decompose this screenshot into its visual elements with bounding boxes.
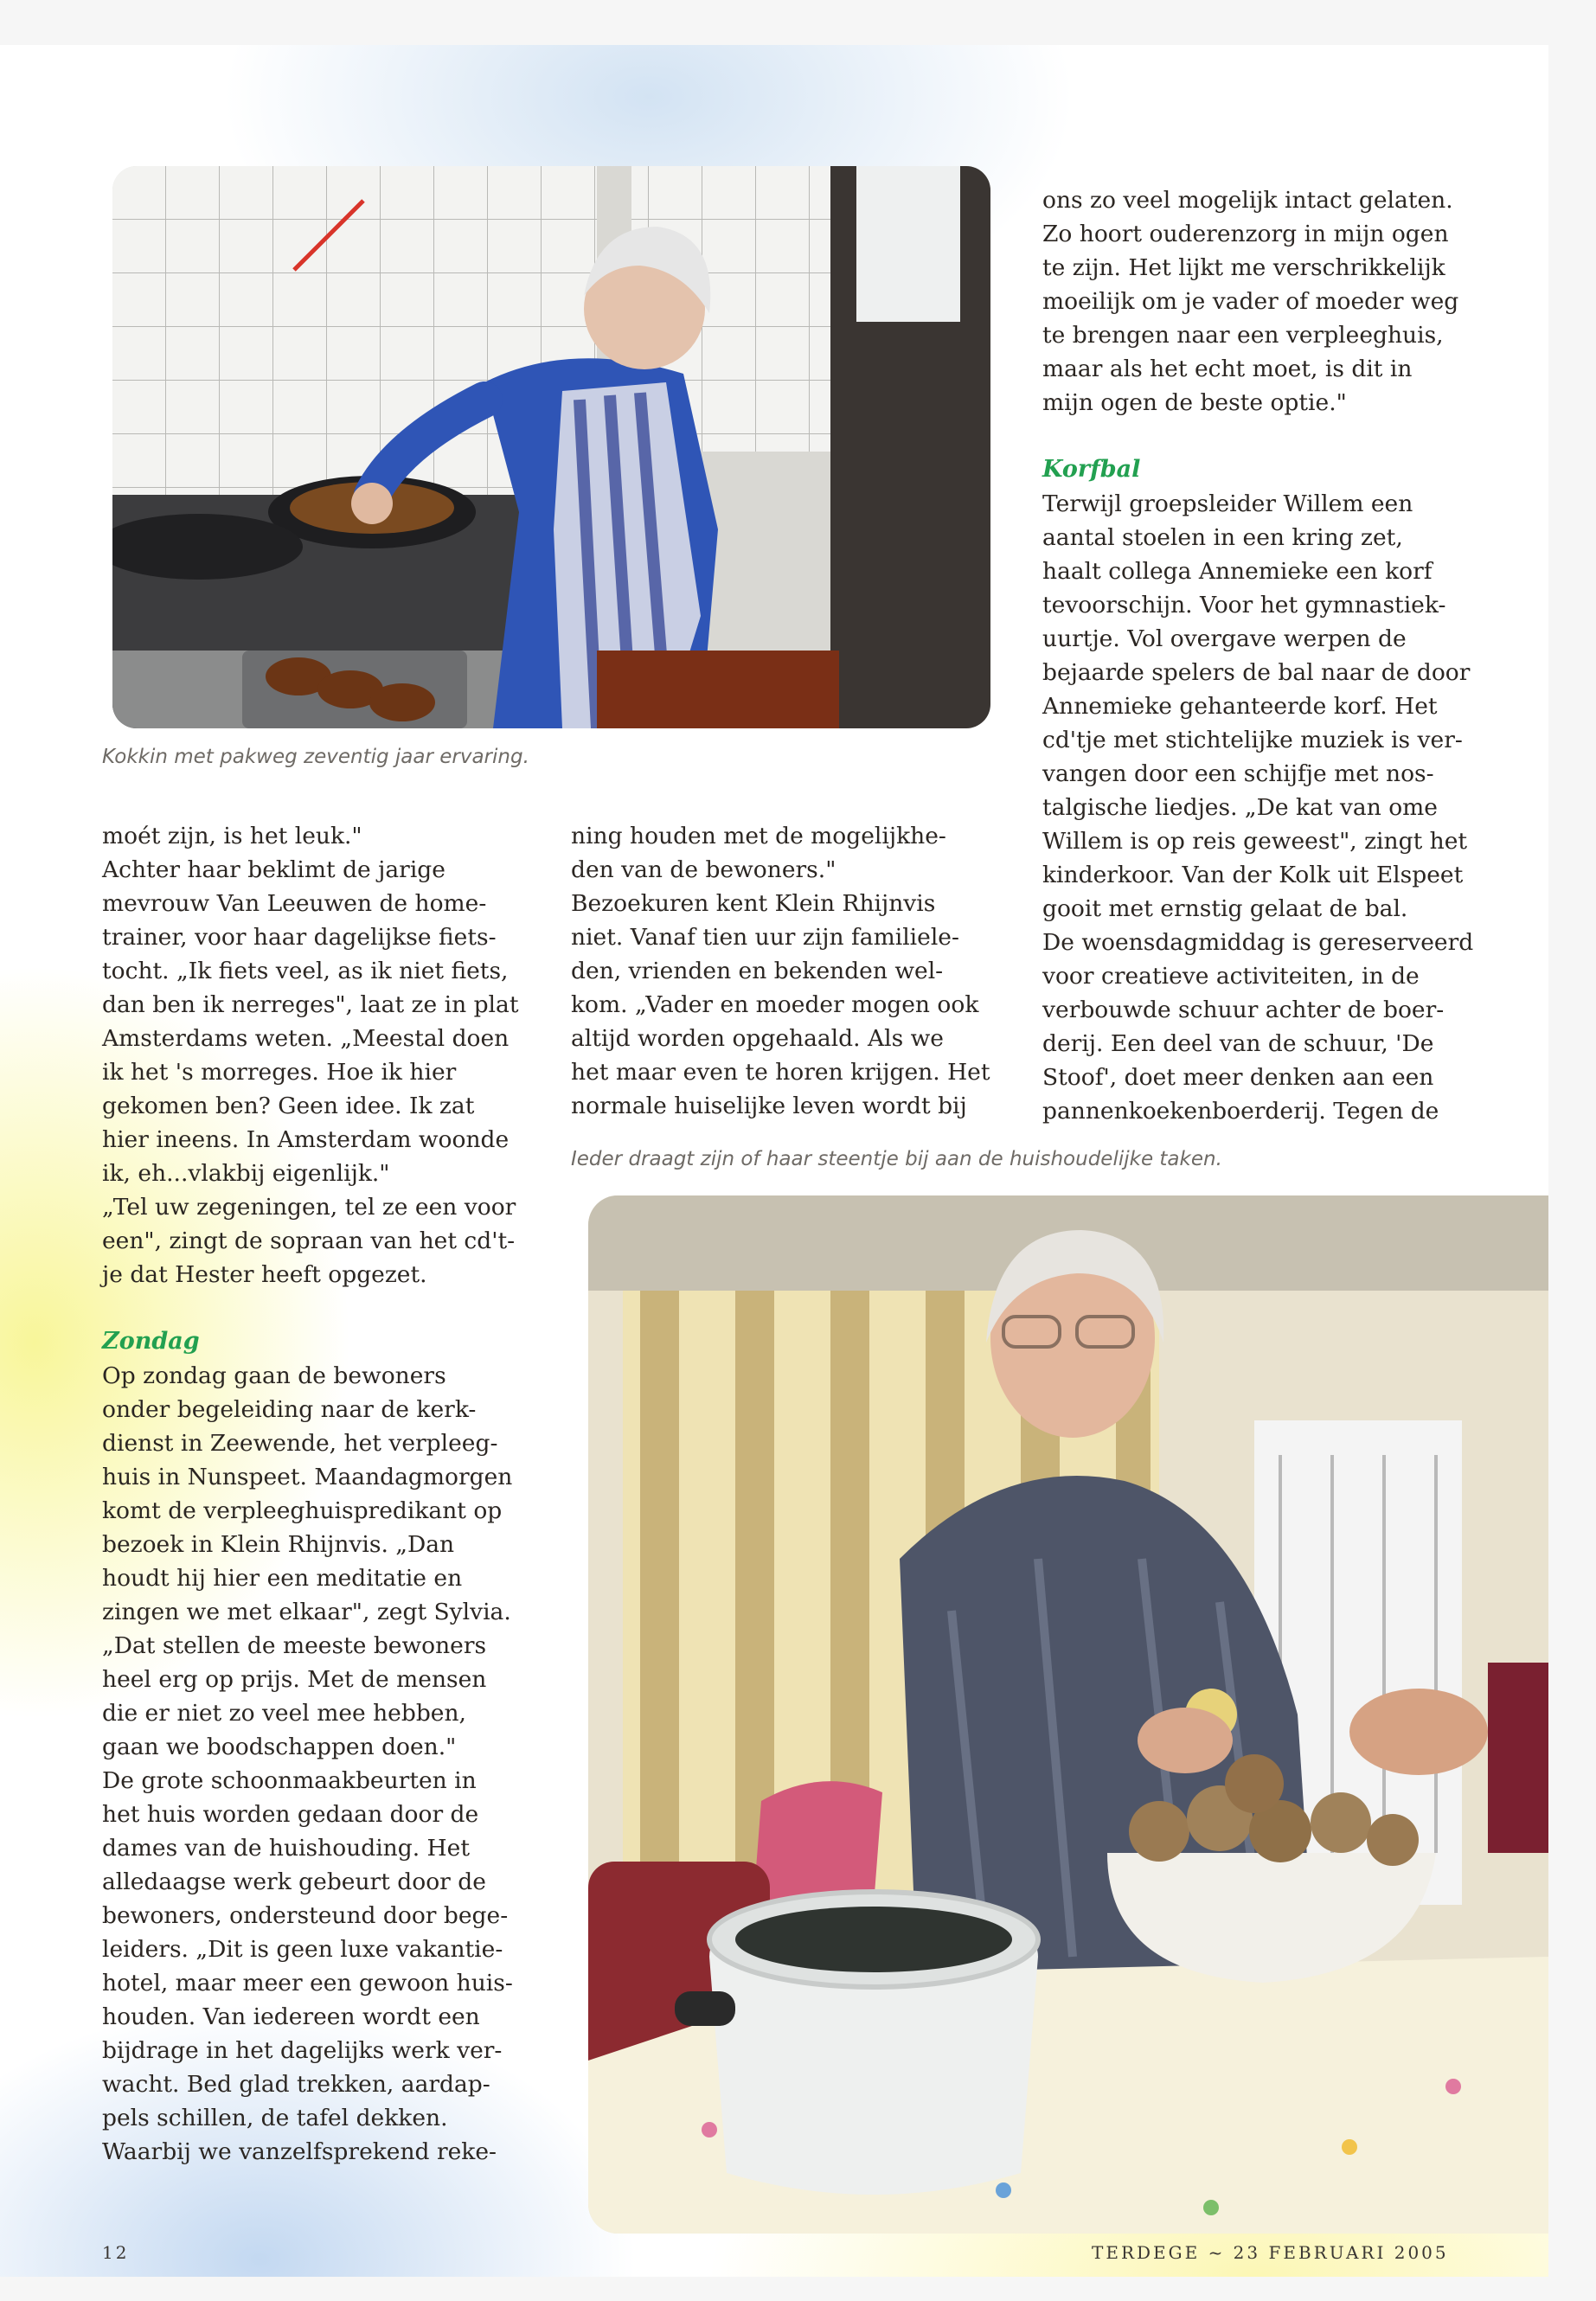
column-one-text: [102, 819, 552, 1292]
text-line: De grote schoonmaakbeurten in: [102, 1767, 477, 1794]
column-one-text-2: [102, 1359, 552, 2169]
text-line: Willem is op reis geweest", zingt het: [1042, 828, 1468, 855]
text-line: tocht. „Ik fiets veel, as ik niet fiets,: [102, 958, 509, 984]
text-line: „Dat stellen de meeste bewoners: [102, 1632, 487, 1659]
text-line: uurtje. Vol overgave werpen de: [1042, 625, 1407, 652]
text-line: aantal stoelen in een kring zet,: [1042, 524, 1403, 551]
text-line: Terwijl groepsleider Willem een: [1042, 490, 1413, 517]
column-three-text: [1042, 183, 1527, 420]
text-line: vangen door een schijfje met nos-: [1042, 760, 1434, 787]
text-line: te brengen naar een verpleeghuis,: [1042, 322, 1444, 349]
text-line: heel erg op prijs. Met de mensen: [102, 1666, 487, 1693]
text-line: normale huiselijke leven wordt bij: [571, 1093, 967, 1119]
text-line: talgische liedjes. „De kat van ome: [1042, 794, 1438, 821]
text-line: komt de verpleeghuispredikant op: [102, 1497, 503, 1524]
text-line: houden. Van iedereen wordt een: [102, 2003, 480, 2030]
column-three-text-2: [1042, 487, 1527, 1128]
text-line: altijd worden opgehaald. Als we: [571, 1025, 944, 1052]
text-line: moeilijk om je vader of moeder weg: [1042, 288, 1459, 315]
text-line: trainer, voor haar dagelijkse fiets-: [102, 924, 497, 951]
text-line: die er niet zo veel mee hebben,: [102, 1700, 466, 1727]
text-line: alledaagse werk gebeurt door de: [102, 1868, 486, 1895]
text-line: gooit met ernstig gelaat de bal.: [1042, 895, 1408, 922]
text-line: te zijn. Het lijkt me verschrikkelijk: [1042, 254, 1445, 281]
peeling-potatoes-photo: [588, 1195, 1548, 2234]
text-line: hier ineens. In Amsterdam woonde: [102, 1126, 510, 1153]
text-line: het maar even te horen krijgen. Het: [571, 1059, 990, 1086]
text-line: den, vrienden en bekenden wel-: [571, 958, 944, 984]
page-number: 12: [102, 2242, 130, 2263]
text-line: Zo hoort ouderenzorg in mijn ogen: [1042, 221, 1449, 247]
text-line: Annemieke gehanteerde korf. Het: [1042, 693, 1438, 720]
peeling-photo-caption: Ieder draagt zijn of haar steentje bij aan de huishoudelijke taken.: [571, 1148, 1222, 1170]
text-line: ons zo veel mogelijk intact gelaten.: [1042, 187, 1453, 214]
text-line: Achter haar beklimt de jarige: [102, 856, 445, 883]
text-line: een", zingt de sopraan van het cd't-: [102, 1227, 516, 1254]
text-line: kinderkoor. Van der Kolk uit Elspeet: [1042, 862, 1464, 888]
section-heading-zondag: Zondag: [102, 1328, 200, 1355]
text-line: het huis worden gedaan door de: [102, 1801, 479, 1828]
text-line: Waarbij we vanzelfsprekend reke-: [102, 2138, 497, 2165]
text-line: moét zijn, is het leuk.": [102, 823, 362, 849]
text-line: pels schillen, de tafel dekken.: [102, 2105, 448, 2131]
text-line: onder begeleiding naar de kerk-: [102, 1396, 477, 1423]
text-line: houdt hij hier een meditatie en: [102, 1565, 463, 1592]
text-line: den van de bewoners.": [571, 856, 836, 883]
text-line: leiders. „Dit is geen luxe vakantie-: [102, 1936, 503, 1963]
column-two: [571, 819, 1021, 1123]
text-line: Op zondag gaan de bewoners: [102, 1362, 446, 1389]
text-line: „Tel uw zegeningen, tel ze een voor: [102, 1194, 516, 1221]
text-line: ik, eh...vlakbij eigenlijk.": [102, 1160, 390, 1187]
text-line: verbouwde schuur achter de boer-: [1042, 997, 1445, 1023]
text-line: haalt collega Annemieke een korf: [1042, 558, 1433, 585]
column-one: [102, 819, 552, 2169]
text-line: Amsterdams weten. „Meestal doen: [102, 1025, 510, 1052]
text-line: gekomen ben? Geen idee. Ik zat: [102, 1093, 475, 1119]
text-line: kom. „Vader en moeder mogen ook: [571, 991, 979, 1018]
text-line: ning houden met de mogelijkhe-: [571, 823, 946, 849]
section-heading-korfbal: Korfbal: [1042, 456, 1141, 483]
text-line: Stoof', doet meer denken aan een: [1042, 1064, 1434, 1091]
text-line: bejaarde spelers de bal naar de door: [1042, 659, 1471, 686]
cooking-photo-caption: Kokkin met pakweg zeventig jaar ervaring.: [102, 746, 529, 768]
text-line: dienst in Zeewende, het verpleeg-: [102, 1430, 498, 1457]
text-line: hotel, maar meer een gewoon huis-: [102, 1970, 513, 1997]
text-line: De woensdagmiddag is gereserveerd: [1042, 929, 1474, 956]
text-line: bijdrage in het dagelijks werk ver-: [102, 2037, 503, 2064]
text-line: bezoek in Klein Rhijnvis. „Dan: [102, 1531, 455, 1558]
text-line: je dat Hester heeft opgezet.: [102, 1261, 427, 1288]
text-line: pannenkoekenboerderij. Tegen de: [1042, 1098, 1439, 1125]
text-line: wacht. Bed glad trekken, aardap-: [102, 2071, 490, 2098]
text-line: niet. Vanaf tien uur zijn familiele-: [571, 924, 959, 951]
text-line: huis in Nunspeet. Maandagmorgen: [102, 1464, 513, 1490]
text-line: dames van de huishouding. Het: [102, 1835, 470, 1862]
text-line: derij. Een deel van de schuur, 'De: [1042, 1030, 1434, 1057]
cooking-photo: [112, 166, 990, 728]
text-line: Bezoekuren kent Klein Rhijnvis: [571, 890, 936, 917]
column-three: [1042, 183, 1527, 1128]
text-line: mevrouw Van Leeuwen de home-: [102, 890, 487, 917]
text-line: bewoners, ondersteund door bege-: [102, 1902, 509, 1929]
text-line: dan ben ik nerreges", laat ze in plat: [102, 991, 519, 1018]
text-line: cd'tje met stichtelijke muziek is ver-: [1042, 727, 1463, 753]
text-line: zingen we met elkaar", zegt Sylvia.: [102, 1599, 511, 1625]
text-line: mijn ogen de beste optie.": [1042, 389, 1347, 416]
text-line: tevoorschijn. Voor het gymnastiek-: [1042, 592, 1446, 619]
text-line: ik het 's morreges. Hoe ik hier: [102, 1059, 457, 1086]
text-line: gaan we boodschappen doen.": [102, 1734, 457, 1760]
text-line: maar als het echt moet, is dit in: [1042, 356, 1413, 382]
magazine-footer: TERDEGE ~ 23 FEBRUARI 2005: [1092, 2242, 1449, 2263]
text-line: voor creatieve activiteiten, in de: [1042, 963, 1420, 990]
magazine-page: [0, 45, 1548, 2277]
